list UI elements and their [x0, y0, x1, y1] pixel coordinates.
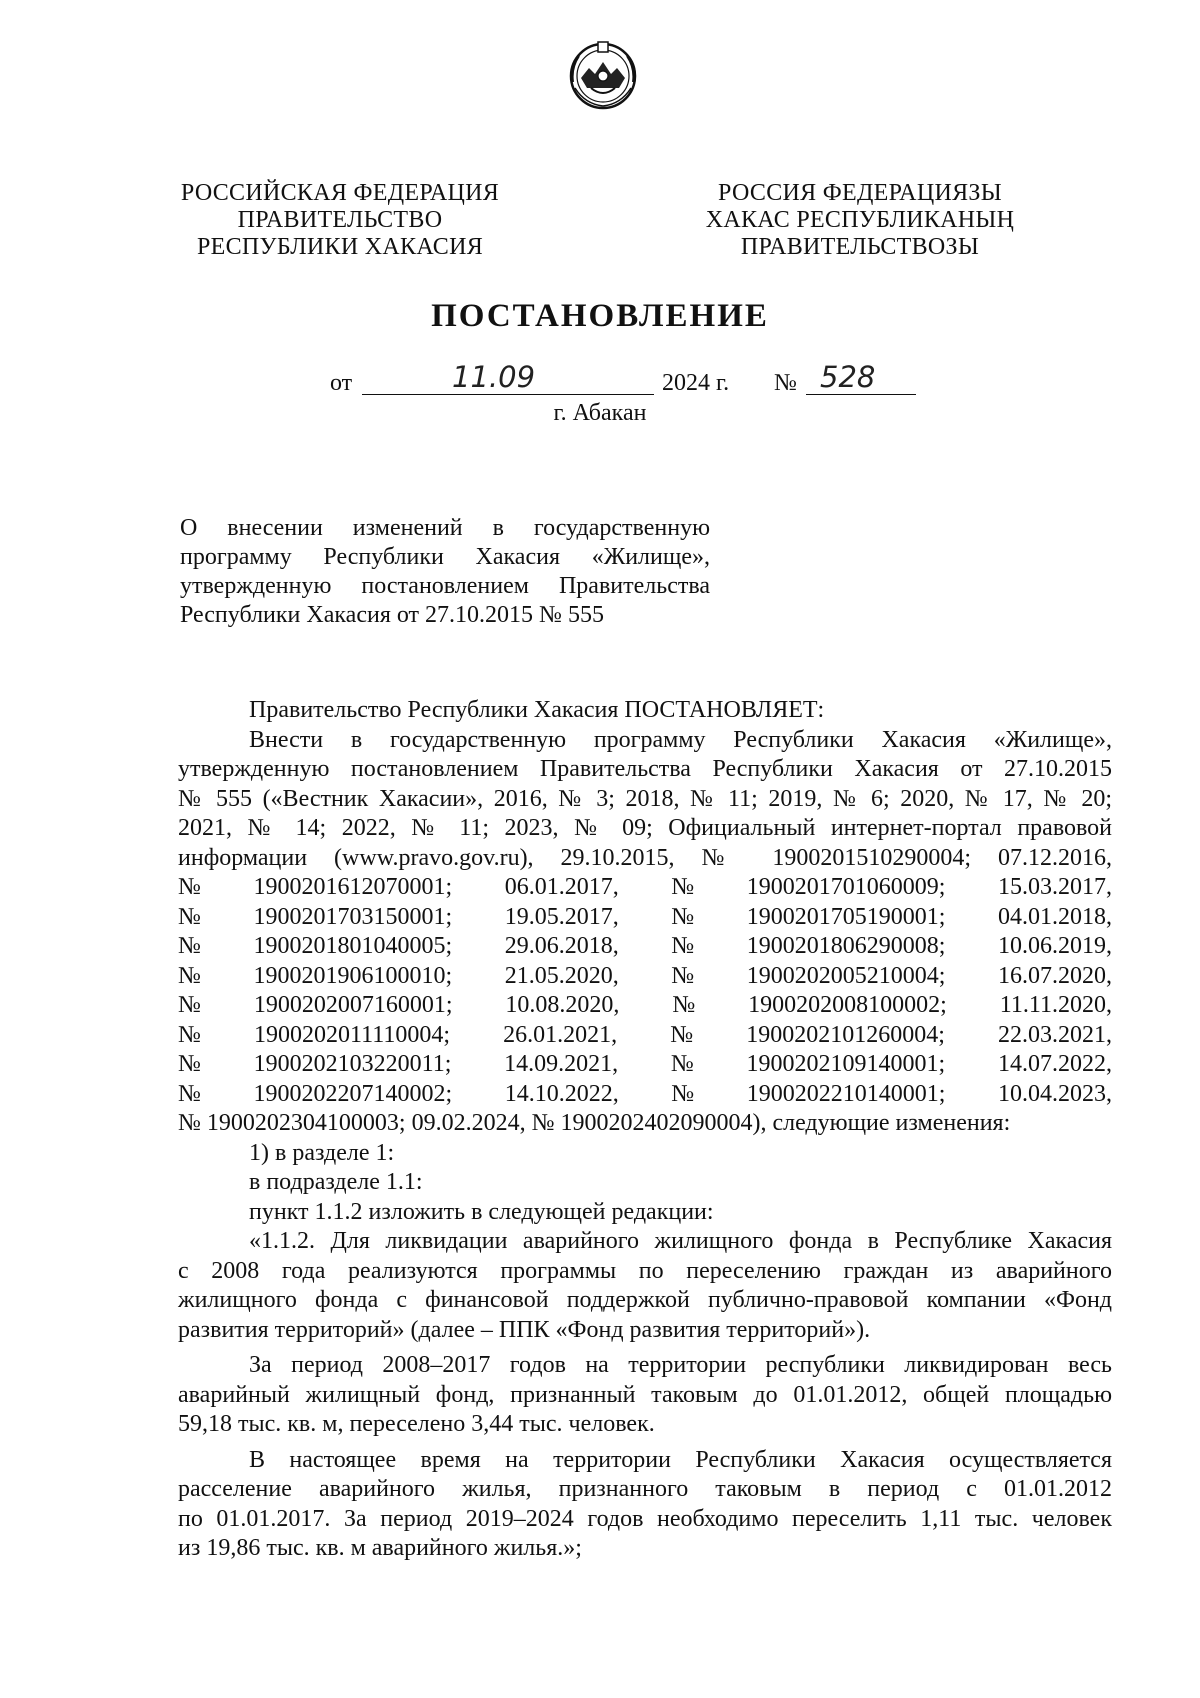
- registry-row: [178, 1050, 1112, 1080]
- registry-cell: №: [670, 1021, 694, 1048]
- registry-cell: 10.06.2019,: [997, 933, 1112, 959]
- intro-line: информации (www.pravo.gov.ru), 29.10.2015, № 1900201510290004; 07.12.2016,: [178, 844, 1112, 871]
- registry-cell: №: [178, 933, 201, 959]
- from-label: от: [330, 370, 353, 396]
- header-right-line: ХАКАС РЕСПУБЛИКАНЫҢ: [705, 207, 1015, 233]
- intro-line: № 555 («Вестник Хакасии», 2016, № 3; 2018, № 11; 2019, № 6; 2020, № 17, № 20;: [178, 785, 1112, 812]
- registry-cell: 1900201612070001;: [253, 874, 453, 900]
- registry-cell: 14.07.2022,: [997, 1051, 1112, 1077]
- paragraph-line: жилищного фонда с финансовой поддержкой публично-правовой компании «Фонд: [178, 1287, 1112, 1313]
- quoted-paragraph-3: [178, 1446, 1112, 1564]
- registry-row: [178, 991, 1112, 1021]
- registry-cell: 1900201705190001;: [746, 903, 946, 930]
- registry-cell: №: [178, 1051, 201, 1077]
- registry-cell: №: [671, 903, 695, 930]
- coat-of-arms-icon: [567, 38, 639, 110]
- intro-line: утвержденную постановлением Правительства Республики Хакасия от 27.10.2015: [178, 756, 1112, 782]
- subsection-line: в подразделе 1.1:: [249, 1169, 423, 1195]
- quoted-paragraph-1: [178, 1227, 1112, 1345]
- document-title: ПОСТАНОВЛЕНИЕ: [431, 298, 769, 334]
- registry-cell: 06.01.2017,: [504, 874, 619, 900]
- subject-line: утвержденную постановлением Правительства: [180, 573, 710, 599]
- header-left-line: РЕСПУБЛИКИ ХАКАСИЯ: [196, 234, 484, 260]
- header-left-line: ПРАВИТЕЛЬСТВО: [237, 207, 443, 233]
- subject-line: программу Республики Хакасия «Жилище»,: [180, 544, 710, 570]
- header-right-line: ПРАВИТЕЛЬСТВОЗЫ: [740, 234, 980, 260]
- intro-line: 2021, № 14; 2022, № 11; 2023, № 09; Официальный интернет-портал правовой: [178, 815, 1112, 841]
- registry-cell: №: [671, 874, 695, 900]
- paragraph-line: развития территорий» (далее – ППК «Фонд развития территорий»).: [178, 1316, 871, 1343]
- registry-cell: 21.05.2020,: [504, 962, 619, 989]
- registry-cell: 10.08.2020,: [505, 992, 620, 1018]
- point-line: пункт 1.1.2 изложить в следующей редакции:: [249, 1198, 714, 1225]
- registry-cell: 1900202005210004;: [746, 962, 946, 989]
- resolves-line: Правительство Республики Хакасия ПОСТАНОВЛЯЕТ:: [249, 697, 825, 723]
- paragraph-line: За период 2008–2017 годов на территории республики ликвидирован весь: [249, 1352, 1112, 1378]
- registry-cell: №: [671, 962, 695, 989]
- paragraph-line: расселение аварийного жилья, признанного таковым в период с 01.01.2012: [178, 1476, 1112, 1502]
- registry-cell: 1900202101260004;: [746, 1021, 945, 1048]
- registry-row: [178, 873, 1112, 903]
- paragraph-line: «1.1.2. Для ликвидации аварийного жилищного фонда в Республике Хакасия: [249, 1228, 1112, 1254]
- registry-cell: 14.09.2021,: [504, 1051, 619, 1077]
- header-right: [680, 180, 1040, 261]
- date-underline: [362, 394, 654, 395]
- paragraph-line: из 19,86 тыс. кв. м аварийного жилья.»;: [178, 1535, 582, 1561]
- intro-line: Внести в государственную программу Республики Хакасия «Жилище»,: [249, 726, 1112, 753]
- registry-cell: 1900201906100010;: [253, 962, 453, 989]
- registry-cell: 10.04.2023,: [997, 1080, 1112, 1107]
- registry-cell: 29.06.2018,: [504, 933, 619, 959]
- handwritten-number: 528: [820, 360, 876, 394]
- quoted-paragraph-2: [178, 1351, 1112, 1440]
- registry-cell: 1900201806290008;: [746, 933, 946, 959]
- registry-cell: 19.05.2017,: [504, 903, 619, 930]
- intro-paragraph: [178, 726, 1112, 1139]
- registry-cell: 22.03.2021,: [997, 1021, 1112, 1048]
- registry-cell: 1900202007160001;: [253, 992, 453, 1018]
- registry-cell: 26.01.2021,: [503, 1021, 618, 1048]
- registry-cell: 1900202210140001;: [746, 1080, 946, 1107]
- subject-block: [180, 514, 710, 630]
- registry-cell: №: [178, 1021, 201, 1048]
- registry-row: [178, 903, 1112, 933]
- item-1: 1) в разделе 1:: [249, 1139, 395, 1166]
- registry-list: [178, 873, 1112, 1109]
- registry-cell: №: [178, 962, 201, 989]
- registry-cell: 1900201703150001;: [253, 903, 453, 930]
- document-body: [178, 696, 1112, 1564]
- registry-row: [178, 932, 1112, 962]
- registry-cell: №: [671, 933, 695, 959]
- registry-cell: №: [178, 874, 201, 900]
- registry-cell: №: [178, 903, 201, 930]
- registry-cell: 1900202008100002;: [748, 992, 947, 1018]
- paragraph-line: с 2008 года реализуются программы по переселению граждан из аварийного: [178, 1257, 1112, 1284]
- registry-row: [178, 1080, 1112, 1110]
- registry-cell: №: [672, 992, 696, 1018]
- handwritten-date: 11.09: [452, 360, 536, 394]
- header-left-line: РОССИЙСКАЯ ФЕДЕРАЦИЯ: [180, 180, 500, 206]
- registry-cell: 1900202109140001;: [746, 1051, 946, 1077]
- registry-cell: №: [178, 1080, 201, 1107]
- registry-row: [178, 1021, 1112, 1051]
- registry-cell: 16.07.2020,: [997, 962, 1112, 989]
- registry-cell: 15.03.2017,: [997, 874, 1112, 900]
- header-left: [150, 180, 530, 261]
- registry-end-line: № 1900202304100003; 09.02.2024, № 1900202402090004), следующие изменения:: [178, 1110, 1011, 1136]
- registry-cell: 14.10.2022,: [504, 1080, 619, 1107]
- header-right-line: РОССИЯ ФЕДЕРАЦИЯЗЫ: [718, 180, 1002, 206]
- registry-cell: 1900202207140002;: [253, 1080, 453, 1107]
- paragraph-line: аварийный жилищный фонд, признанный таковым до 01.01.2012, общей площадью: [178, 1381, 1112, 1408]
- registry-cell: №: [671, 1080, 695, 1107]
- number-underline: [806, 394, 916, 395]
- registry-cell: №: [178, 992, 201, 1018]
- registry-cell: 04.01.2018,: [997, 903, 1112, 930]
- subject-line: Республики Хакасия от 27.10.2015 № 555: [180, 602, 604, 628]
- registry-cell: 1900201701060009;: [746, 874, 946, 900]
- registry-cell: 1900201801040005;: [253, 933, 453, 959]
- number-label: №: [774, 370, 797, 396]
- registry-cell: 1900202011110004;: [254, 1021, 450, 1048]
- paragraph-line: 59,18 тыс. кв. м, переселено 3,44 тыс. человек.: [178, 1411, 655, 1437]
- registry-cell: 11.11.2020,: [999, 992, 1112, 1018]
- paragraph-line: В настоящее время на территории Республики Хакасия осуществляется: [249, 1446, 1112, 1473]
- subject-line: О внесении изменений в государственную: [180, 515, 710, 541]
- city: г. Абакан: [553, 400, 647, 426]
- registry-cell: 1900202103220011;: [253, 1051, 452, 1077]
- paragraph-line: по 01.01.2017. За период 2019–2024 годов необходимо переселить 1,11 тыс. человек: [178, 1505, 1112, 1532]
- year-label: 2024 г.: [662, 370, 730, 396]
- registry-row: [178, 962, 1112, 992]
- registry-cell: №: [670, 1051, 694, 1077]
- date-line: [0, 360, 1200, 404]
